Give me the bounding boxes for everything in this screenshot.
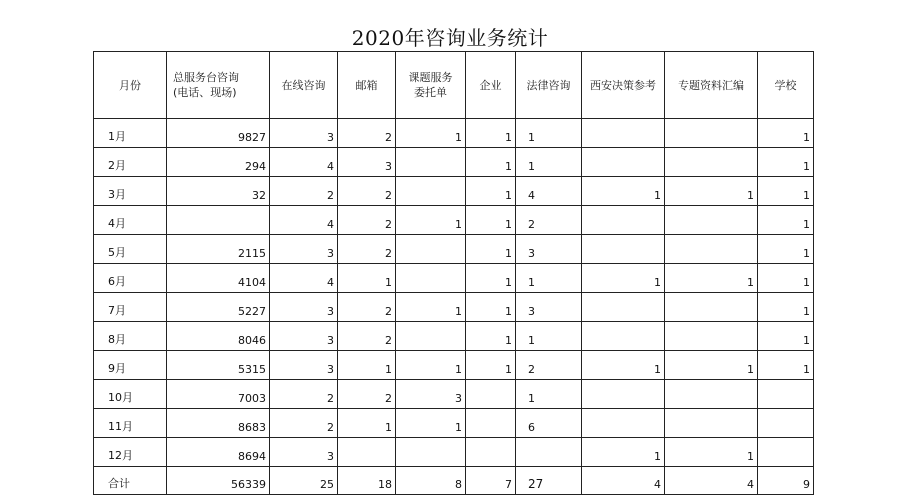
cell-project: [396, 322, 466, 351]
cell-mailbox: 2: [338, 235, 396, 264]
cell-online: 2: [270, 409, 338, 438]
cell-month: 6月: [94, 264, 167, 293]
table-row: [94, 264, 814, 293]
cell-service: 8694: [167, 438, 270, 467]
header-project-line1: 课题服务: [408, 71, 453, 84]
total-law: 27: [516, 467, 582, 495]
cell-decision: 1: [582, 438, 665, 467]
cell-online: 3: [270, 351, 338, 380]
cell-decision: [582, 148, 665, 177]
cell-mailbox: 1: [338, 409, 396, 438]
cell-special: 1: [665, 351, 758, 380]
cell-service: 4104: [167, 264, 270, 293]
cell-mailbox: 1: [338, 351, 396, 380]
consultation-stats-table: [93, 51, 814, 495]
cell-online: 4: [270, 264, 338, 293]
cell-online: 2: [270, 380, 338, 409]
cell-mailbox: 2: [338, 119, 396, 148]
table-row: [94, 148, 814, 177]
header-service-desk-line1: 总服务台咨询: [173, 71, 239, 84]
cell-mailbox: 2: [338, 206, 396, 235]
total-school: 9: [758, 467, 814, 495]
cell-special: [665, 119, 758, 148]
cell-project: [396, 438, 466, 467]
cell-month: 4月: [94, 206, 167, 235]
cell-month: 1月: [94, 119, 167, 148]
cell-enterprise: [466, 380, 516, 409]
cell-law: [516, 438, 582, 467]
table-row: [94, 409, 814, 438]
total-online: 25: [270, 467, 338, 495]
cell-special: [665, 148, 758, 177]
cell-law: 2: [516, 206, 582, 235]
header-law: 法律咨询: [516, 52, 582, 119]
cell-special: 1: [665, 177, 758, 206]
cell-project: 1: [396, 119, 466, 148]
cell-online: 3: [270, 322, 338, 351]
table-row: [94, 293, 814, 322]
cell-project: [396, 177, 466, 206]
cell-service: 294: [167, 148, 270, 177]
cell-project: [396, 264, 466, 293]
cell-mailbox: 3: [338, 148, 396, 177]
cell-online: 3: [270, 438, 338, 467]
cell-decision: 1: [582, 264, 665, 293]
cell-service: [167, 206, 270, 235]
total-label: 合计: [94, 467, 167, 495]
cell-special: [665, 380, 758, 409]
cell-online: 4: [270, 206, 338, 235]
header-mailbox: 邮箱: [338, 52, 396, 119]
cell-enterprise: 1: [466, 351, 516, 380]
cell-school: 1: [758, 293, 814, 322]
cell-project: 3: [396, 380, 466, 409]
total-enterprise: 7: [466, 467, 516, 495]
cell-school: [758, 380, 814, 409]
cell-month: 11月: [94, 409, 167, 438]
cell-law: 1: [516, 322, 582, 351]
header-project-line2: 委托单: [414, 86, 447, 99]
cell-school: [758, 438, 814, 467]
cell-online: 2: [270, 177, 338, 206]
cell-service: 32: [167, 177, 270, 206]
cell-mailbox: 2: [338, 380, 396, 409]
header-service-desk-line2: (电话、现场): [173, 86, 237, 99]
cell-enterprise: 1: [466, 148, 516, 177]
cell-service: 8683: [167, 409, 270, 438]
cell-month: 12月: [94, 438, 167, 467]
cell-mailbox: 2: [338, 177, 396, 206]
cell-special: [665, 235, 758, 264]
table-row: [94, 438, 814, 467]
cell-school: 1: [758, 206, 814, 235]
cell-month: 3月: [94, 177, 167, 206]
cell-project: [396, 148, 466, 177]
cell-enterprise: 1: [466, 293, 516, 322]
total-special: 4: [665, 467, 758, 495]
cell-law: 2: [516, 351, 582, 380]
cell-decision: [582, 322, 665, 351]
cell-special: [665, 206, 758, 235]
cell-online: 4: [270, 148, 338, 177]
total-project: 8: [396, 467, 466, 495]
cell-project: 1: [396, 409, 466, 438]
cell-special: 1: [665, 264, 758, 293]
cell-month: 7月: [94, 293, 167, 322]
cell-decision: [582, 293, 665, 322]
table-header-row: [94, 52, 814, 119]
cell-online: 3: [270, 293, 338, 322]
cell-decision: [582, 206, 665, 235]
cell-decision: 1: [582, 351, 665, 380]
cell-law: 3: [516, 293, 582, 322]
header-special: 专题资料汇编: [665, 52, 758, 119]
cell-school: 1: [758, 119, 814, 148]
cell-school: 1: [758, 148, 814, 177]
cell-law: 1: [516, 148, 582, 177]
table-row: [94, 380, 814, 409]
cell-enterprise: 1: [466, 206, 516, 235]
cell-school: 1: [758, 322, 814, 351]
cell-enterprise: 1: [466, 235, 516, 264]
cell-enterprise: 1: [466, 119, 516, 148]
cell-month: 2月: [94, 148, 167, 177]
cell-school: [758, 409, 814, 438]
page-title: 2020年咨询业务统计: [351, 26, 549, 50]
table-row: [94, 177, 814, 206]
cell-month: 8月: [94, 322, 167, 351]
cell-project: 1: [396, 293, 466, 322]
table-row: [94, 119, 814, 148]
cell-law: 1: [516, 264, 582, 293]
total-service: 56339: [167, 467, 270, 495]
cell-enterprise: [466, 438, 516, 467]
table-row: [94, 206, 814, 235]
cell-mailbox: 2: [338, 293, 396, 322]
header-project: [396, 52, 466, 119]
cell-decision: [582, 235, 665, 264]
cell-service: 9827: [167, 119, 270, 148]
cell-enterprise: 1: [466, 177, 516, 206]
cell-school: 1: [758, 235, 814, 264]
cell-decision: [582, 409, 665, 438]
cell-law: 6: [516, 409, 582, 438]
cell-month: 9月: [94, 351, 167, 380]
cell-decision: [582, 380, 665, 409]
cell-mailbox: 2: [338, 322, 396, 351]
cell-project: 1: [396, 206, 466, 235]
total-decision: 4: [582, 467, 665, 495]
cell-law: 1: [516, 380, 582, 409]
cell-service: 2115: [167, 235, 270, 264]
cell-service: 8046: [167, 322, 270, 351]
cell-law: 3: [516, 235, 582, 264]
cell-special: [665, 409, 758, 438]
header-service-desk: [167, 52, 270, 119]
header-month: 月份: [94, 52, 167, 119]
table-row: [94, 351, 814, 380]
cell-mailbox: [338, 438, 396, 467]
cell-school: 1: [758, 264, 814, 293]
cell-special: [665, 322, 758, 351]
cell-online: 3: [270, 119, 338, 148]
header-decision: 西安决策参考: [582, 52, 665, 119]
cell-school: 1: [758, 177, 814, 206]
cell-special: 1: [665, 438, 758, 467]
header-school: 学校: [758, 52, 814, 119]
cell-decision: 1: [582, 177, 665, 206]
cell-enterprise: 1: [466, 264, 516, 293]
cell-school: 1: [758, 351, 814, 380]
cell-month: 5月: [94, 235, 167, 264]
cell-online: 3: [270, 235, 338, 264]
cell-service: 7003: [167, 380, 270, 409]
cell-special: [665, 293, 758, 322]
cell-project: [396, 235, 466, 264]
header-online: 在线咨询: [270, 52, 338, 119]
total-mailbox: 18: [338, 467, 396, 495]
cell-enterprise: 1: [466, 322, 516, 351]
header-enterprise: 企业: [466, 52, 516, 119]
table-row: [94, 322, 814, 351]
cell-mailbox: 1: [338, 264, 396, 293]
cell-enterprise: [466, 409, 516, 438]
table-row: [94, 235, 814, 264]
cell-decision: [582, 119, 665, 148]
cell-service: 5227: [167, 293, 270, 322]
cell-law: 4: [516, 177, 582, 206]
cell-month: 10月: [94, 380, 167, 409]
cell-service: 5315: [167, 351, 270, 380]
cell-law: 1: [516, 119, 582, 148]
total-row: [94, 467, 814, 495]
cell-project: 1: [396, 351, 466, 380]
